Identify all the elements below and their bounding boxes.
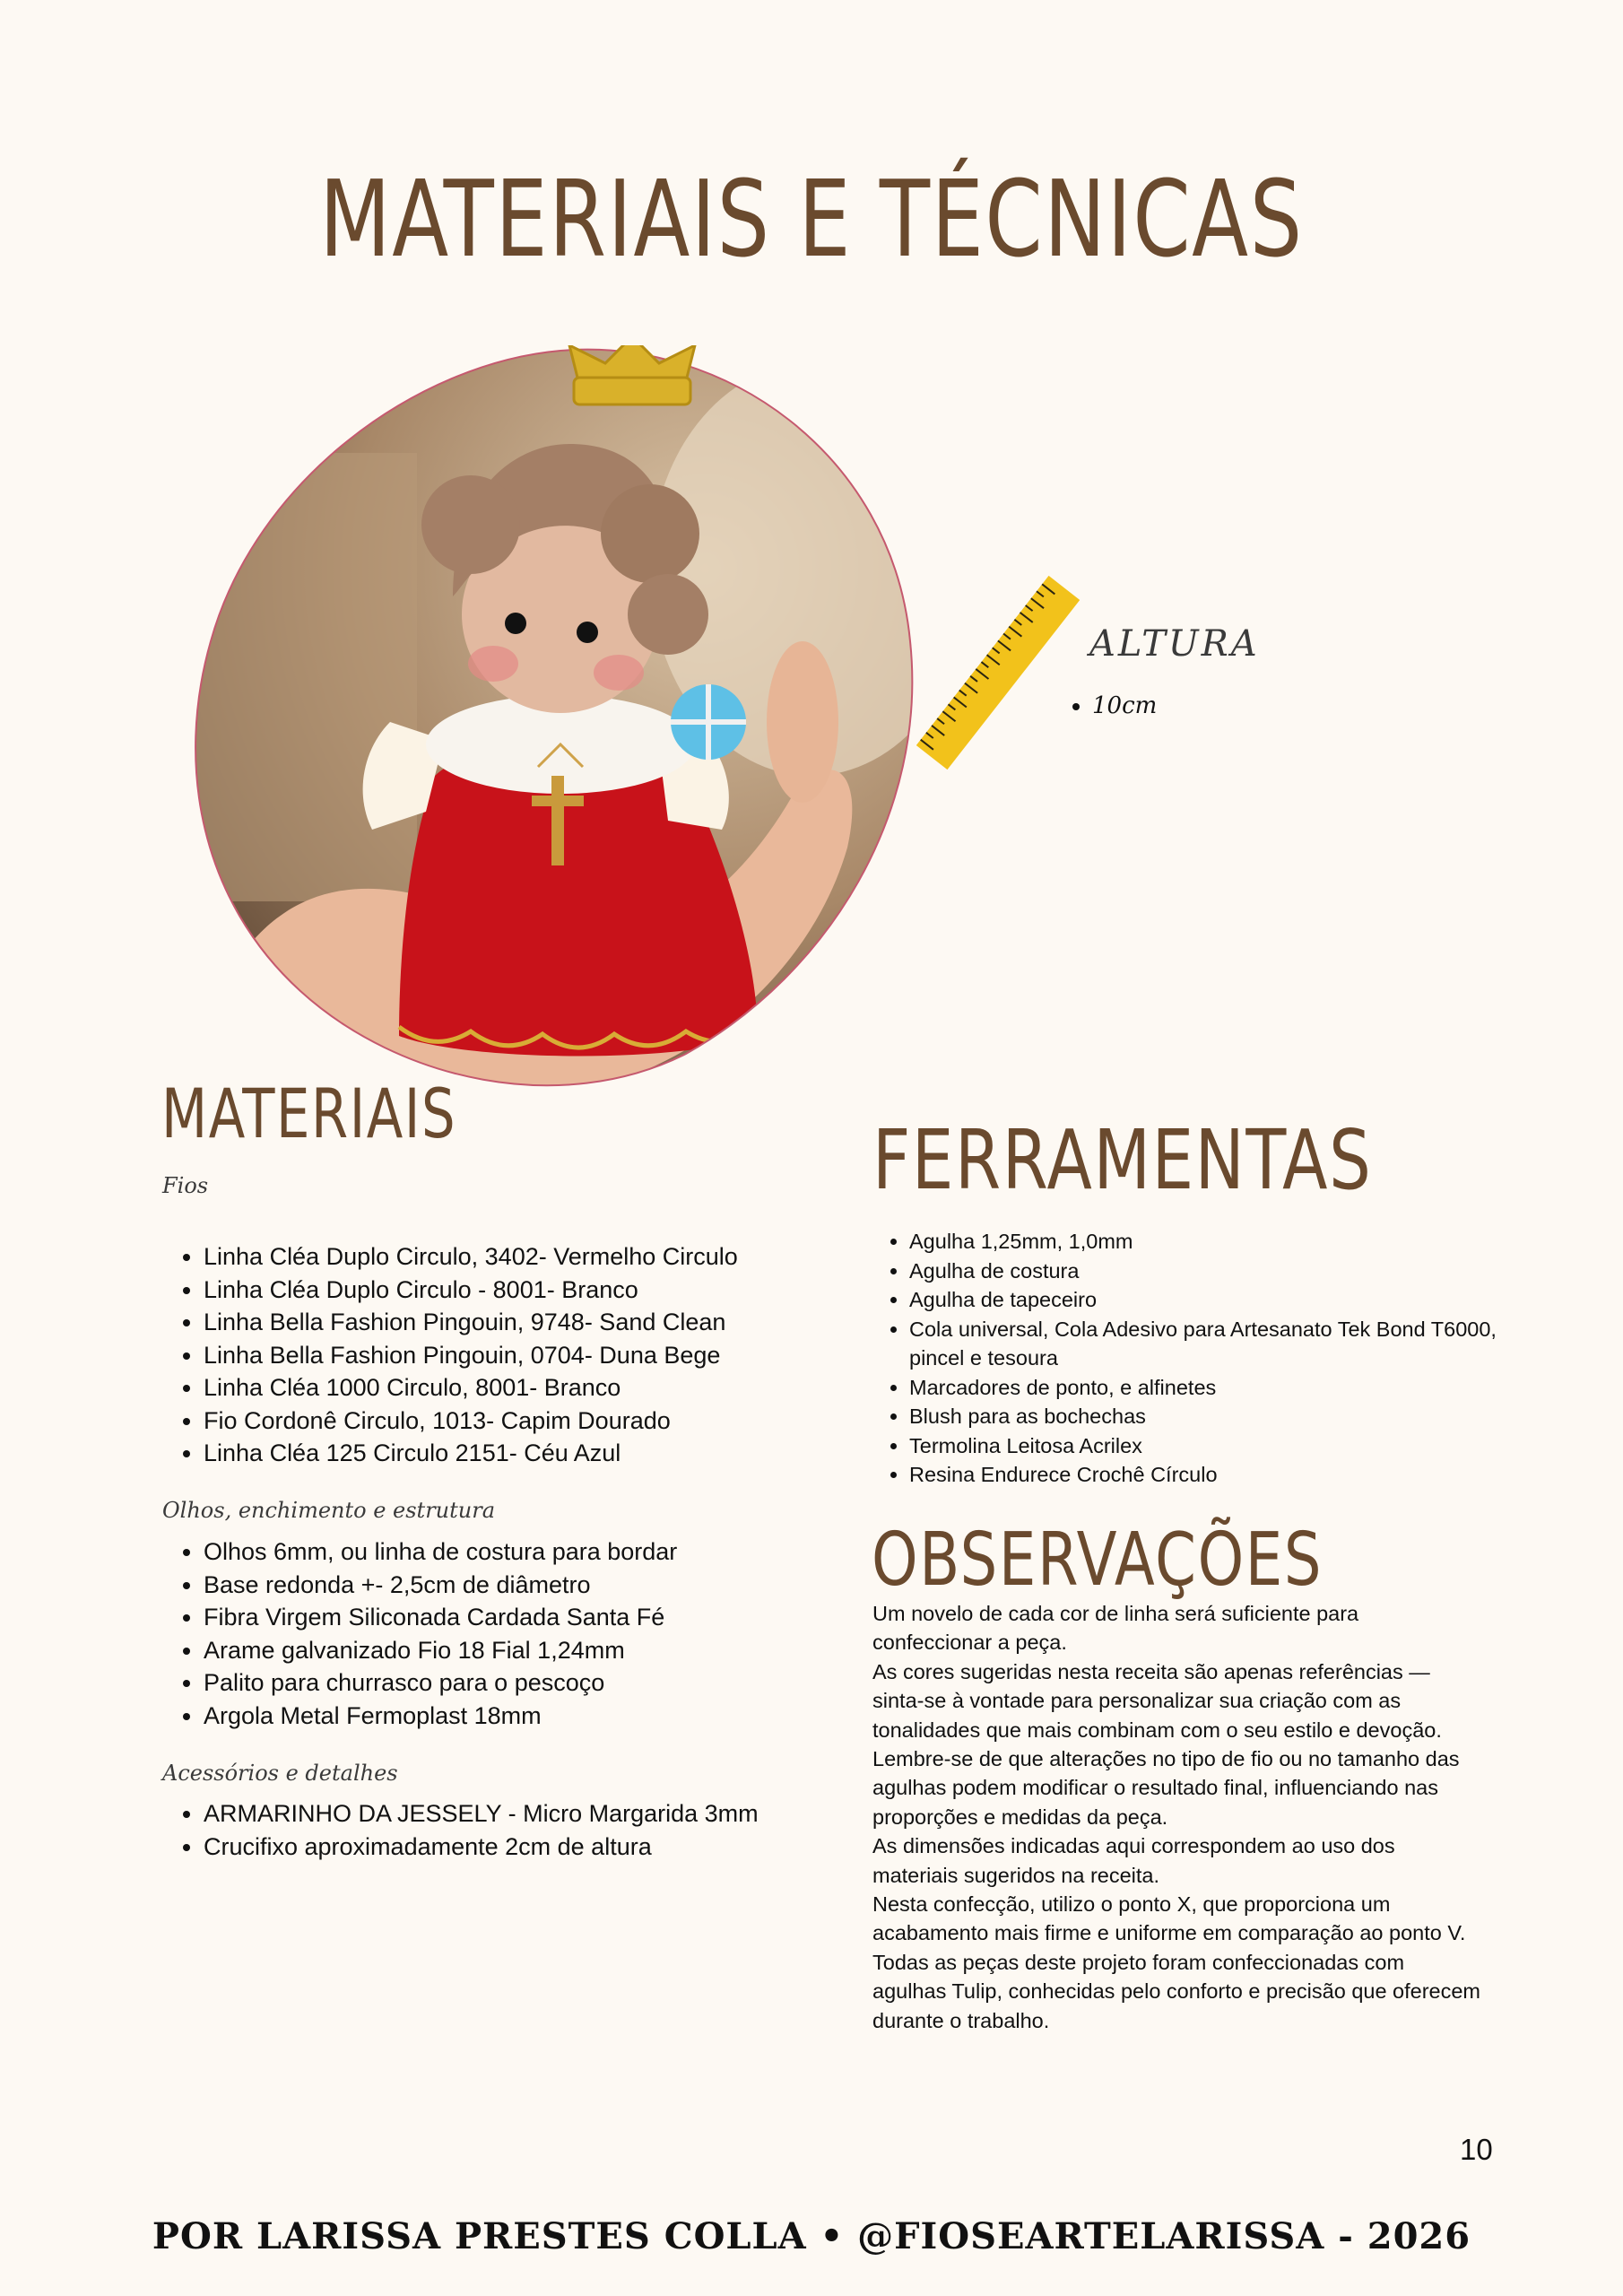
list-item: • Agulha de costura [909,1257,1537,1286]
list-item: • Olhos 6mm, ou linha de costura para bordar [204,1535,885,1569]
yarn-subheading: Fios [162,1173,209,1198]
eyes-filling-subheading: Olhos, enchimento e estrutura [162,1498,496,1523]
footer-credit: POR LARISSA PRESTES COLLA • @FIOSEARTELARISSA - 2026 [152,2215,1471,2257]
list-item: • Fio Cordonê Circulo, 1013- Capim Dourado [204,1405,885,1438]
list-item: • Blush para as bochechas [909,1402,1537,1431]
list-item: • Linha Cléa Duplo Circulo - 8001- Branco [204,1274,885,1307]
list-item: • Linha Cléa Duplo Circulo, 3402- Vermelho Circulo [204,1240,885,1274]
notes-paragraph: Um novelo de cada cor de linha será suficiente para confeccionar a peça. [872,1602,1359,1655]
list-item: • Arame galvanizado Fio 18 Fial 1,24mm [204,1634,885,1667]
list-item: • Palito para churrasco para o pescoço [204,1666,885,1700]
accessories-subheading: Acessórios e detalhes [162,1761,398,1786]
notes-paragraph: As dimensões indicadas aqui correspondem ao uso dos materiais sugeridos na receita. [872,1834,1395,1887]
height-list [1067,692,1157,719]
list-item: • Linha Cléa 1000 Circulo, 8001- Branco [204,1371,885,1405]
accessories-list [162,1797,885,1863]
height-label: ALTURA [1089,623,1260,665]
list-item: • Linha Bella Fashion Pingouin, 9748- Sand Clean [204,1306,885,1339]
list-item: • Argola Metal Fermoplast 18mm [204,1700,885,1733]
notes-paragraph: Todas as peças deste projeto foram confeccionadas com agulhas Tulip, conhecidas pelo conforto e precisão que oferecem durante o trabalho. [872,1950,1481,2032]
list-item: • Cola universal, Cola Adesivo para Artesanato Tek Bond T6000, pincel e tesoura [909,1315,1537,1373]
notes-paragraph: As cores sugeridas nesta receita são apenas referências — sinta-se à vontade para personalizar sua criação com as tonalidades que mais combinam com o seu estilo e devoção. [872,1659,1442,1742]
list-item: • Marcadores de ponto, e alfinetes [909,1373,1537,1403]
list-item: • Agulha 1,25mm, 1,0mm [909,1227,1537,1257]
eyes-filling-list [162,1535,885,1732]
list-item: • ARMARINHO DA JESSELY - Micro Margarida 3mm [204,1797,885,1831]
height-value: • 10cm [1092,692,1157,719]
yarn-list [162,1240,885,1470]
materials-heading: MATERIAIS [161,1074,457,1153]
list-item: • Termolina Leitosa Acrilex [909,1431,1537,1461]
page-title: MATERIAIS E TÉCNICAS [319,157,1304,281]
list-item: • Fibra Virgem Siliconada Cardada Santa Fé [204,1601,885,1634]
list-item: • Linha Cléa 125 Circulo 2151- Céu Azul [204,1437,885,1470]
list-item: • Linha Bella Fashion Pingouin, 0704- Duna Bege [204,1339,885,1372]
notes-paragraph: Lembre-se de que alterações no tipo de fio ou no tamanho das agulhas podem modificar o resultado final, influenciando nas proporções e medidas da peça. [872,1747,1460,1829]
notes-text [872,1599,1482,2035]
list-item: • Resina Endurece Crochê Círculo [909,1460,1537,1490]
ruler-icon [913,574,1083,776]
crochet-doll-photo [184,345,928,1090]
list-item: • Crucifixo aproximadamente 2cm de altura [204,1831,885,1864]
notes-paragraph: Nesta confecção, utilizo o ponto X, que proporciona um acabamento mais firme e uniforme em comparação ao ponto V. [872,1892,1466,1945]
tools-heading: FERRAMENTAS [872,1112,1373,1208]
list-item: • Agulha de tapeceiro [909,1285,1537,1315]
list-item: • Base redonda +- 2,5cm de diâmetro [204,1569,885,1602]
page-number: 10 [1460,2133,1493,2166]
tools-list [868,1227,1537,1490]
notes-heading: OBSERVAÇÕES [872,1518,1324,1603]
